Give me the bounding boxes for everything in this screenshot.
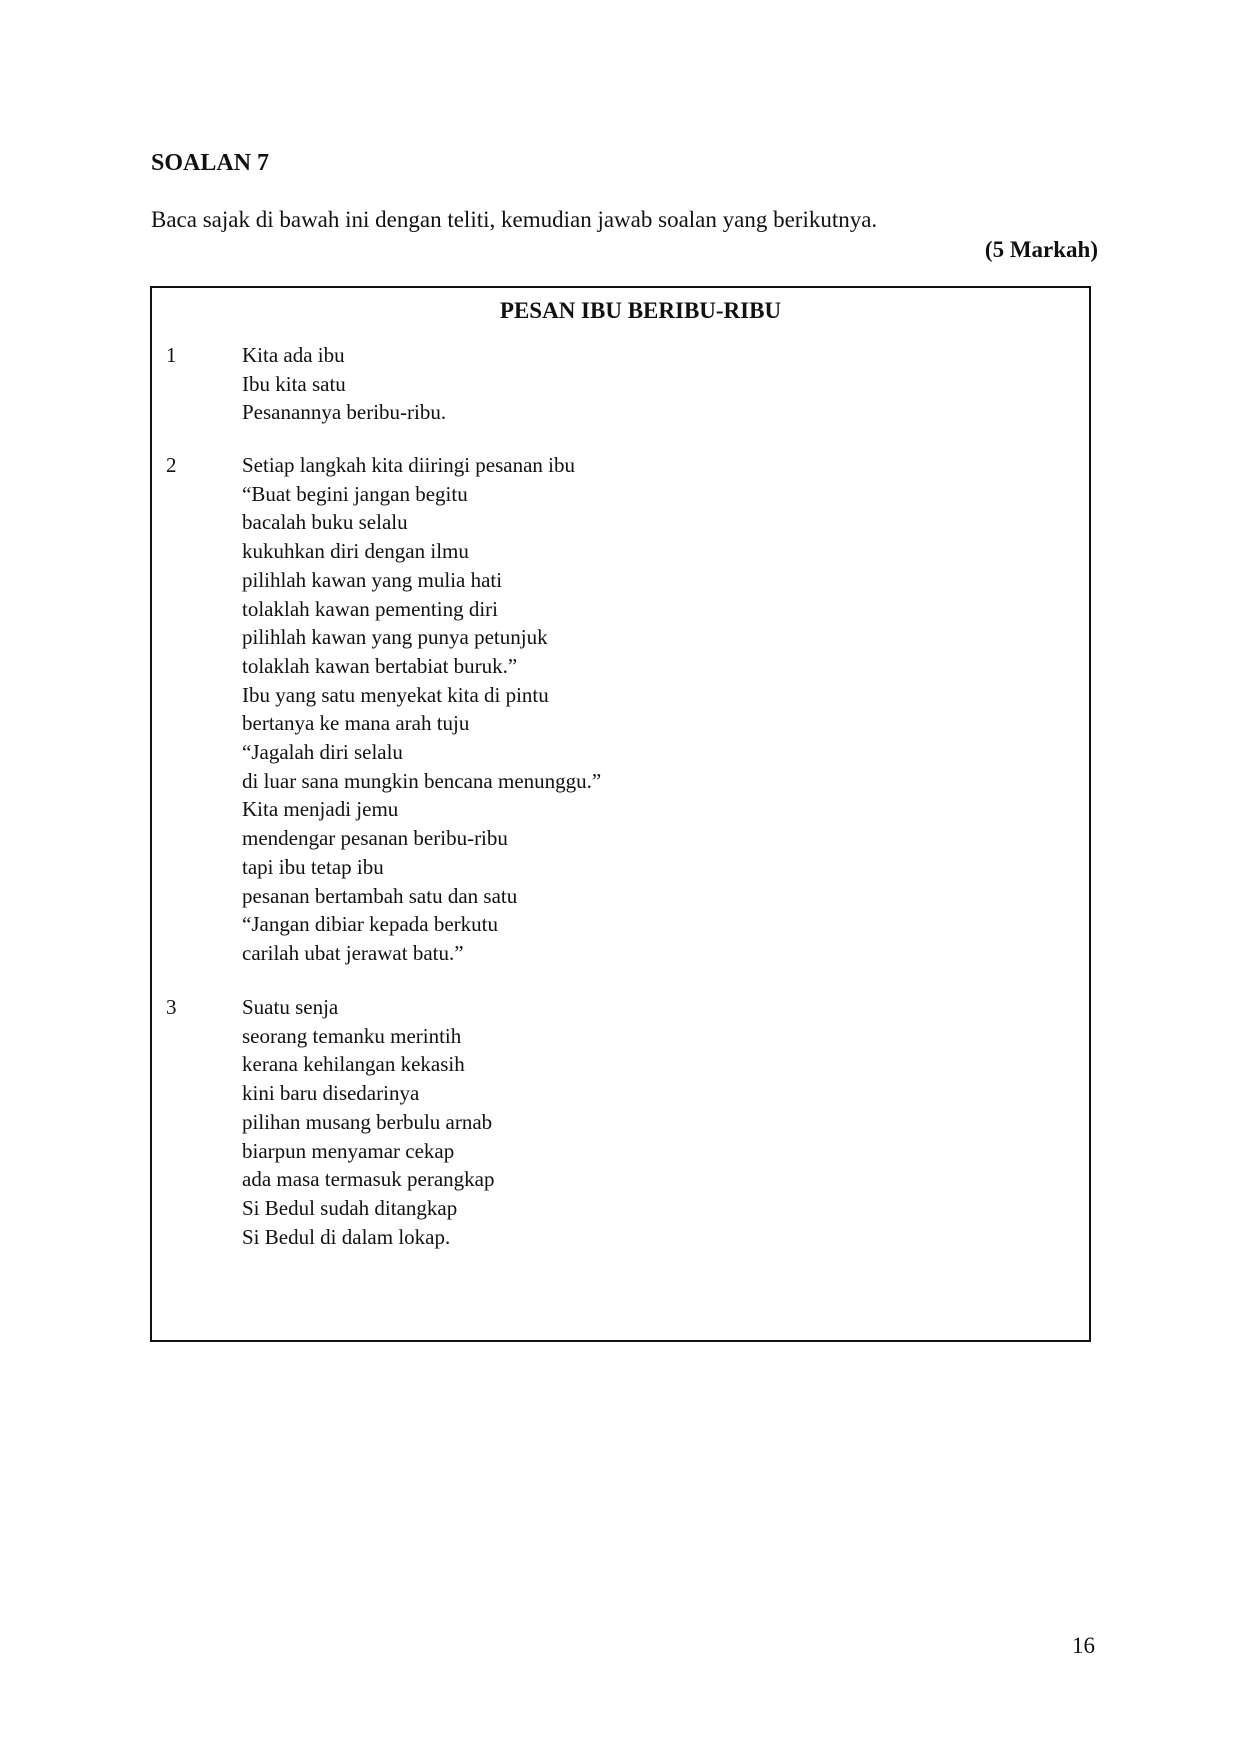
poem-line: Ibu kita satu (242, 371, 346, 396)
poem-line: mendengar pesanan beribu-ribu (242, 826, 508, 851)
poem-line: Kita ada ibu (242, 343, 345, 367)
poem-line: di luar sana mungkin bencana menunggu.” (242, 768, 602, 793)
poem-line: “Jagalah diri selalu (242, 740, 403, 765)
poem-line: tolaklah kawan bertabiat buruk.” (242, 653, 518, 678)
poem-line: Si Bedul sudah ditangkap (242, 1195, 458, 1220)
poem-line: bertanya ke mana arah tuju (242, 711, 470, 736)
poem-line: pesanan bertambah satu dan satu (242, 883, 518, 908)
poem-line: tapi ibu tetap ibu (242, 854, 384, 879)
poem-line: biarpun menyamar cekap (242, 1138, 455, 1163)
poem-line: bacalah buku selalu (242, 510, 408, 535)
poem-line: pilihlah kawan yang mulia hati (242, 567, 503, 592)
poem-line: tolaklah kawan pementing diri (242, 596, 499, 621)
poem-line: pilihlah kawan yang punya petunjuk (242, 625, 548, 650)
poem-line: kini baru disedarinya (242, 1081, 420, 1106)
poem-line: ada masa termasuk perangkap (242, 1167, 495, 1192)
stanza-number: 3 (166, 995, 177, 1019)
poem-line: Si Bedul di dalam lokap. (242, 1224, 451, 1249)
stanza-number: 2 (166, 453, 177, 477)
poem-line: Ibu yang satu menyekat kita di pintu (242, 682, 549, 707)
question-instruction: Baca sajak di bawah ini dengan teliti, kemudian jawab soalan yang berikutnya. (151, 207, 878, 232)
poem-line: “Buat begini jangan begitu (242, 481, 468, 506)
poem-box (150, 286, 1091, 1342)
page-number: 16 (1072, 1633, 1095, 1658)
stanza-lines (242, 451, 601, 968)
poem-line: “Jangan dibiar kepada berkutu (242, 912, 498, 937)
stanza-lines (242, 341, 446, 427)
question-heading: SOALAN 7 (151, 150, 270, 176)
poem-title: PESAN IBU BERIBU-RIBU (499, 298, 782, 323)
poem-line: Suatu senja (242, 995, 339, 1019)
poem-line: pilihan musang berbulu arnab (242, 1109, 493, 1134)
poem-line: carilah ubat jerawat batu.” (242, 940, 464, 965)
marks-label: (5 Markah) (984, 237, 1098, 262)
poem-line: Pesanannya beribu-ribu. (242, 400, 447, 425)
poem-line: kukuhkan diri dengan ilmu (242, 539, 469, 564)
stanza-number: 1 (166, 343, 177, 367)
poem-line: Setiap langkah kita diiringi pesanan ibu (242, 453, 576, 477)
poem-line: kerana kehilangan kekasih (242, 1052, 465, 1077)
stanza-lines (242, 993, 494, 1251)
poem-line: Kita menjadi jemu (242, 797, 399, 822)
poem-line: seorang temanku merintih (242, 1023, 462, 1048)
